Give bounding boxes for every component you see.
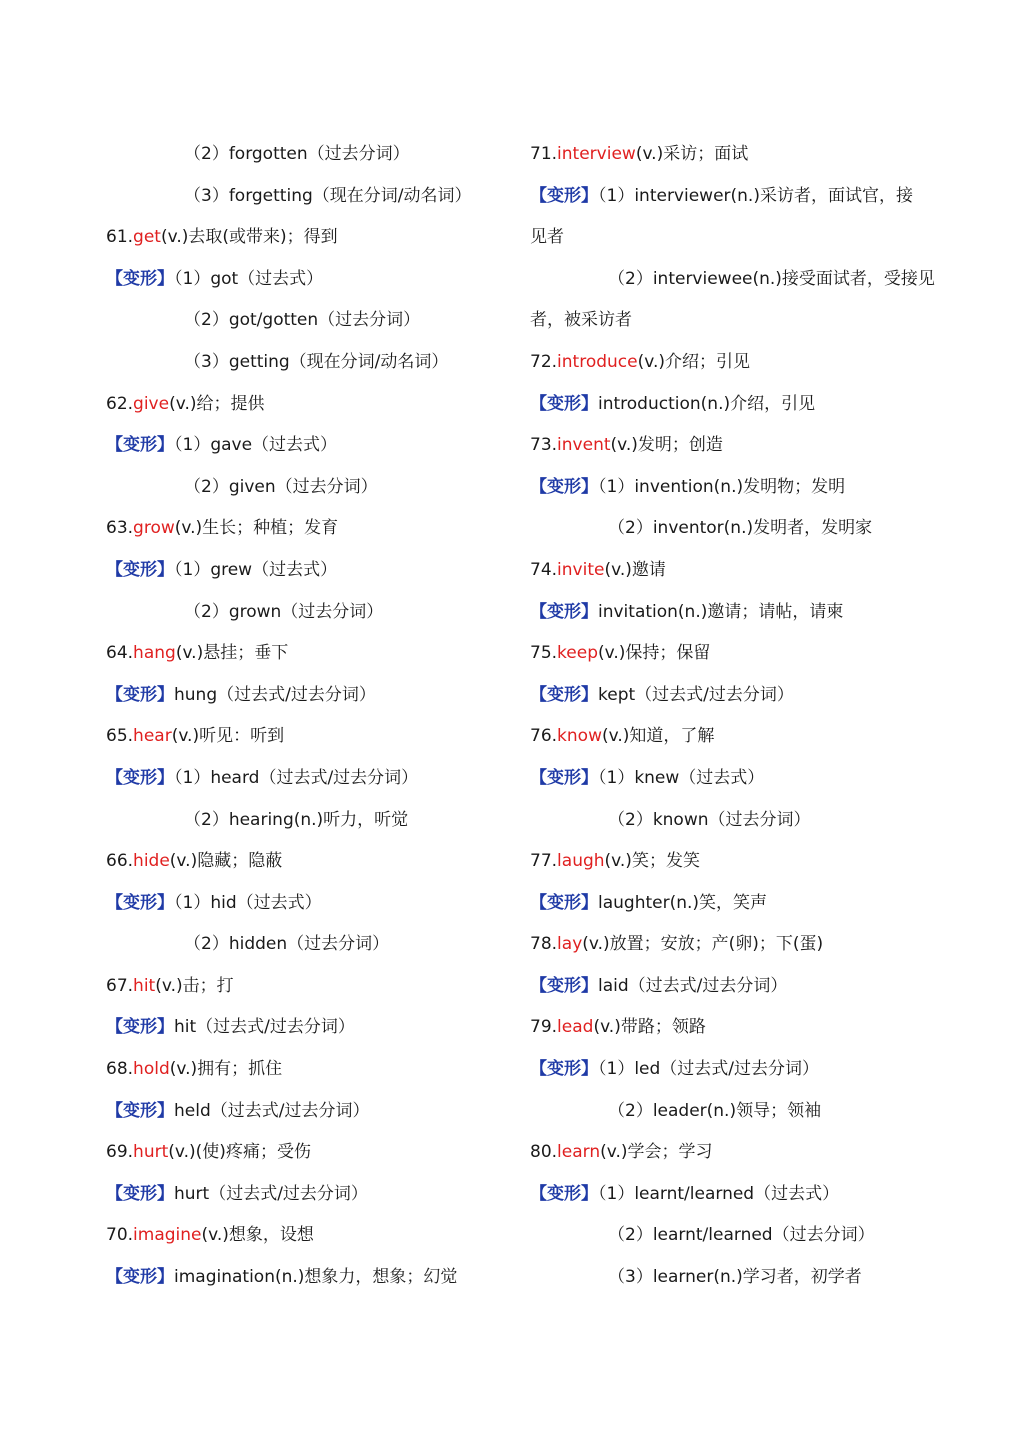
variant-line <box>530 883 930 925</box>
headword: grow <box>133 518 175 539</box>
headword: hear <box>133 726 172 747</box>
variant-text: （2）hearing(n.)听力，听觉 <box>184 809 409 830</box>
left-column <box>106 134 511 1299</box>
entry-number: 66. <box>106 851 134 872</box>
headword: hit <box>133 975 156 996</box>
variant-text: （1）got（过去式） <box>174 268 324 289</box>
variant-subline <box>106 342 511 384</box>
entry-number: 70. <box>106 1225 134 1246</box>
variant-text: （2）forgotten（过去分词） <box>184 144 410 164</box>
entry-definition: (v.)去取(或带来)；得到 <box>160 227 338 248</box>
word-entry <box>530 1007 930 1049</box>
variant-line <box>106 259 511 301</box>
headword: hang <box>133 643 176 664</box>
entry-number: 64. <box>106 643 134 664</box>
word-entry <box>106 384 511 426</box>
entry-number: 69. <box>106 1142 134 1163</box>
variant-text: held（过去式/过去分词） <box>174 1100 370 1121</box>
variant-text: （2）given（过去分词） <box>184 476 378 497</box>
variant-tag: 【变形】 <box>106 1267 174 1288</box>
headword: hide <box>133 851 170 872</box>
variant-subline <box>106 800 511 842</box>
headword: lead <box>557 1017 594 1038</box>
variant-text: hurt（过去式/过去分词） <box>174 1183 368 1204</box>
variant-text: （3）getting（现在分词/动名词） <box>184 351 449 372</box>
variant-text: laughter(n.)笑，笑声 <box>598 892 768 913</box>
entry-number: 65. <box>106 726 134 747</box>
word-entry <box>106 217 511 259</box>
word-entry <box>530 550 930 592</box>
variant-subline <box>530 508 930 550</box>
entry-number: 71. <box>530 144 558 164</box>
variant-text: （1）grew（过去式） <box>174 559 338 580</box>
variant-subline <box>106 300 511 342</box>
variant-subline <box>530 259 935 301</box>
variant-text: （1）heard（过去式/过去分词） <box>174 767 419 788</box>
variant-tag: 【变形】 <box>530 1183 598 1204</box>
headword: learn <box>557 1142 601 1163</box>
variant-tag: 【变形】 <box>106 1017 174 1038</box>
variant-tag: 【变形】 <box>106 559 174 580</box>
headword: lay <box>557 934 583 955</box>
entry-definition: (v.)隐藏；隐蔽 <box>169 851 283 872</box>
variant-text: hung（过去式/过去分词） <box>174 684 376 705</box>
entry-number: 72. <box>530 351 558 372</box>
variant-tag: 【变形】 <box>106 767 174 788</box>
word-entry <box>106 841 511 883</box>
entry-number: 79. <box>530 1017 558 1038</box>
entry-definition: (v.)笑；发笑 <box>604 851 700 872</box>
word-entry <box>530 134 930 176</box>
variant-text: （2）learnt/learned（过去分词） <box>608 1225 875 1246</box>
variant-text: （2）known（过去分词） <box>608 809 811 830</box>
headword: hold <box>133 1059 170 1080</box>
entry-definition: (v.)学会；学习 <box>600 1142 713 1163</box>
variant-line <box>530 1174 930 1216</box>
entry-number: 74. <box>530 559 558 580</box>
entry-number: 75. <box>530 643 558 664</box>
entry-number: 68. <box>106 1059 134 1080</box>
variant-tag: 【变形】 <box>530 684 598 705</box>
entry-number: 78. <box>530 934 558 955</box>
variant-text: invitation(n.)邀请；请帖，请柬 <box>598 601 844 622</box>
continuation-text: 者，被采访者 <box>530 310 632 331</box>
word-entry <box>530 716 930 758</box>
variant-tag: 【变形】 <box>530 975 598 996</box>
entry-definition: (v.)采访；面试 <box>635 144 749 164</box>
variant-line <box>106 1091 511 1133</box>
variant-text: （1）invention(n.)发明物；发明 <box>598 476 846 497</box>
variant-line <box>530 675 930 717</box>
variant-text: （3）learner(n.)学习者，初学者 <box>608 1267 862 1288</box>
variant-line <box>530 176 930 218</box>
variant-line <box>106 550 511 592</box>
variant-subline <box>106 924 511 966</box>
headword: introduce <box>557 351 638 372</box>
headword: know <box>557 726 602 747</box>
variant-text: （2）interviewee(n.)接受面试者，受接见 <box>608 268 935 289</box>
variant-line <box>530 592 930 634</box>
variant-line <box>106 1174 511 1216</box>
variant-subline <box>106 467 511 509</box>
entry-number: 80. <box>530 1142 558 1163</box>
entry-definition: (v.)保持；保留 <box>598 643 711 664</box>
variant-line <box>106 675 511 717</box>
entry-number: 73. <box>530 435 558 456</box>
variant-line <box>530 384 930 426</box>
variant-text: （2）got/gotten（过去分词） <box>184 310 421 331</box>
variant-line <box>106 1257 511 1299</box>
entry-definition: (v.)介绍；引见 <box>637 351 751 372</box>
variant-text: （1）hid（过去式） <box>174 892 322 913</box>
variant-text: （1）learnt/learned（过去式） <box>598 1183 840 1204</box>
variant-tag: 【变形】 <box>106 1100 174 1121</box>
word-entry <box>530 342 930 384</box>
variant-text: （2）hidden（过去分词） <box>184 934 390 955</box>
word-entry <box>530 1132 930 1174</box>
variant-text: （2）leader(n.)领导；领袖 <box>608 1100 822 1121</box>
variant-text: laid（过去式/过去分词） <box>598 975 788 996</box>
variant-tag: 【变形】 <box>106 435 174 456</box>
headword: imagine <box>133 1225 202 1246</box>
variant-text: （1）gave（过去式） <box>174 435 338 456</box>
variant-text: （1）led（过去式/过去分词） <box>598 1059 820 1080</box>
headword: invent <box>557 435 611 456</box>
headword: keep <box>557 643 598 664</box>
variant-text: （1）knew（过去式） <box>598 767 765 788</box>
entry-definition: (v.)想象，设想 <box>201 1225 314 1246</box>
variant-tag: 【变形】 <box>106 268 174 289</box>
continuation-text: 见者 <box>530 227 564 248</box>
variant-tag: 【变形】 <box>530 601 598 622</box>
entry-definition: (v.)带路；领路 <box>593 1017 706 1038</box>
variant-line <box>106 1007 511 1049</box>
headword: invite <box>557 559 605 580</box>
right-column <box>530 134 935 1299</box>
variant-tag: 【变形】 <box>530 892 598 913</box>
variant-subline <box>106 134 511 176</box>
entry-number: 76. <box>530 726 558 747</box>
entry-definition: (v.)生长；种植；发育 <box>174 518 339 539</box>
variant-tag: 【变形】 <box>530 767 598 788</box>
entry-definition: (v.)发明；创造 <box>610 435 723 456</box>
headword: get <box>133 227 161 248</box>
continuation-line <box>530 217 930 259</box>
variant-text: （2）inventor(n.)发明者，发明家 <box>608 518 873 539</box>
variant-line <box>530 966 930 1008</box>
variant-line <box>106 758 511 800</box>
entry-definition: (v.)放置；安放；产(卵)；下(蛋) <box>582 934 824 955</box>
variant-tag: 【变形】 <box>530 393 598 414</box>
word-entry <box>106 508 511 550</box>
word-entry <box>106 966 511 1008</box>
variant-text: （3）forgetting（现在分词/动名词） <box>184 185 472 206</box>
headword: hurt <box>133 1142 169 1163</box>
variant-tag: 【变形】 <box>530 1059 598 1080</box>
entry-definition: (v.)知道，了解 <box>601 726 715 747</box>
headword: laugh <box>557 851 605 872</box>
variant-text: introduction(n.)介绍，引见 <box>598 393 816 414</box>
variant-line <box>106 425 511 467</box>
entry-definition: (v.)听见：听到 <box>171 726 285 747</box>
continuation-line <box>530 300 930 342</box>
entry-definition: (v.)击；打 <box>155 975 234 996</box>
variant-tag: 【变形】 <box>106 892 174 913</box>
word-entry <box>530 633 930 675</box>
variant-subline <box>530 1257 930 1299</box>
entry-definition: (v.)拥有；抓住 <box>169 1059 283 1080</box>
headword: interview <box>557 144 636 164</box>
variant-text: imagination(n.)想象力，想象；幻觉 <box>174 1267 458 1288</box>
variant-subline <box>530 800 930 842</box>
word-entry <box>530 841 930 883</box>
variant-line <box>530 1049 930 1091</box>
variant-text: hit（过去式/过去分词） <box>174 1017 355 1038</box>
entry-number: 67. <box>106 975 134 996</box>
variant-tag: 【变形】 <box>530 185 598 206</box>
word-entry <box>530 425 930 467</box>
variant-tag: 【变形】 <box>530 476 598 497</box>
variant-line <box>106 883 511 925</box>
variant-tag: 【变形】 <box>106 1183 174 1204</box>
variant-subline <box>530 1091 930 1133</box>
entry-definition: (v.)悬挂；垂下 <box>175 643 289 664</box>
entry-definition: (v.)(使)疼痛；受伤 <box>168 1142 311 1163</box>
headword: give <box>133 393 170 414</box>
variant-text: （1）interviewer(n.)采访者，面试官，接 <box>598 185 913 206</box>
variant-line <box>530 758 930 800</box>
variant-text: （2）grown（过去分词） <box>184 601 384 622</box>
word-entry <box>106 1049 511 1091</box>
word-entry <box>106 1132 511 1174</box>
entry-number: 61. <box>106 227 134 248</box>
variant-line <box>530 467 930 509</box>
entry-number: 62. <box>106 393 134 414</box>
variant-subline <box>106 176 511 218</box>
variant-subline <box>530 1215 930 1257</box>
entry-number: 77. <box>530 851 558 872</box>
word-entry <box>106 716 511 758</box>
variant-subline <box>106 592 511 634</box>
entry-number: 63. <box>106 518 134 539</box>
word-entry <box>530 924 930 966</box>
word-entry <box>106 633 511 675</box>
variant-tag: 【变形】 <box>106 684 174 705</box>
word-entry <box>106 1215 511 1257</box>
entry-definition: (v.)邀请 <box>604 559 666 580</box>
variant-text: kept（过去式/过去分词） <box>598 684 794 705</box>
entry-definition: (v.)给；提供 <box>169 393 265 414</box>
